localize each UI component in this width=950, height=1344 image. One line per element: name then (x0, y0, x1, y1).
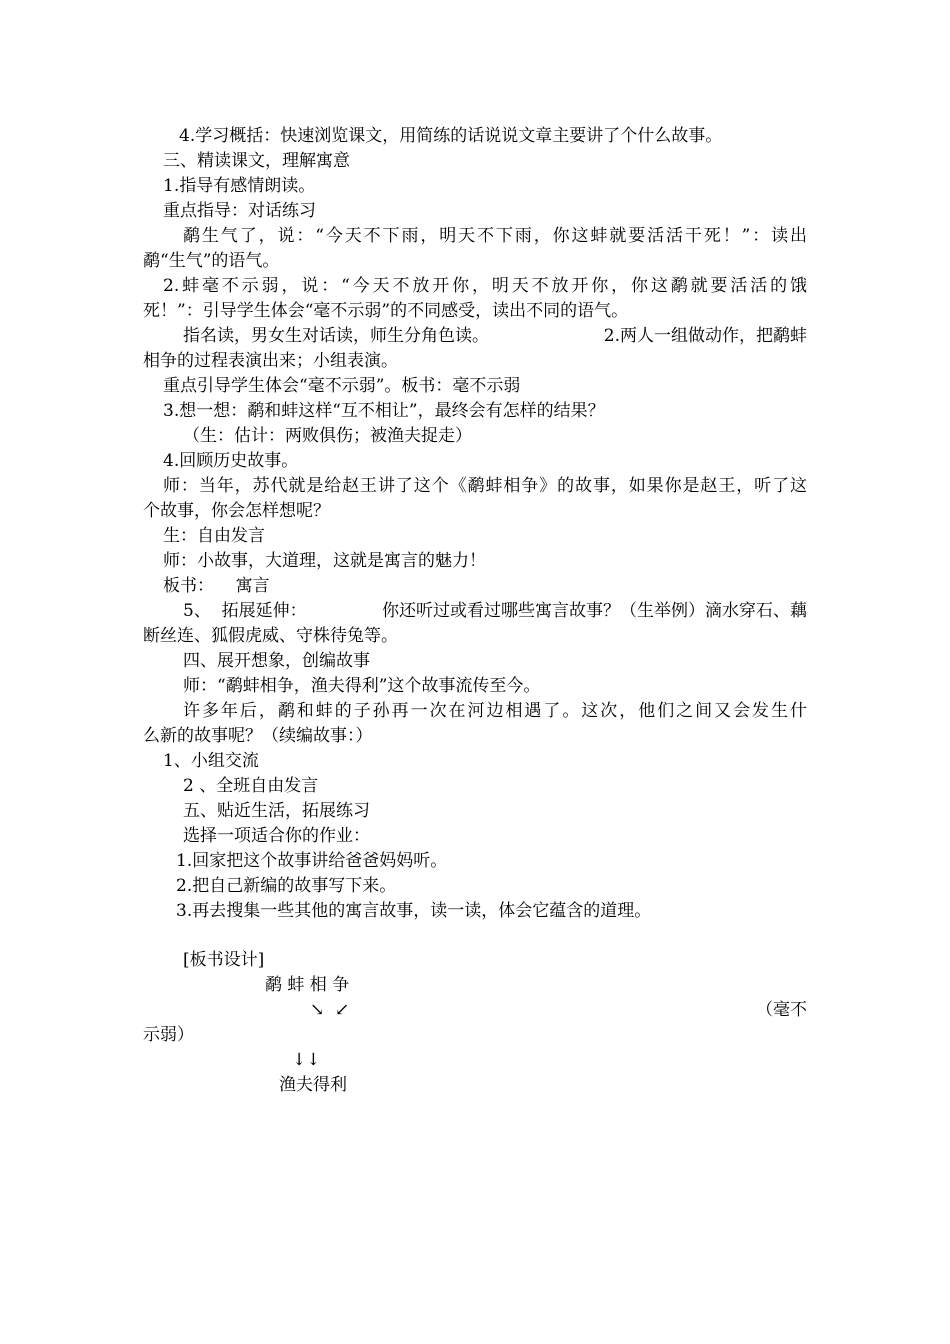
text-line: 鹬生气了，说：“今天不下雨，明天不下雨，你这蚌就要活活干死！”：读出 (183, 226, 807, 246)
section-heading: 三、精读课文，理解寓意 (163, 151, 350, 171)
board-down-arrows: ↓↓ (292, 1050, 321, 1070)
text-line: 师：小故事，大道理，这就是寓言的魅力！ (163, 551, 486, 571)
text-line: 断丝连、狐假虎威、守株待兔等。 (143, 626, 398, 646)
text-line: （生：估计：两败俱伤；被渔夫捉走） (183, 426, 472, 446)
board-title: 鹬 蚌 相 争 (265, 975, 350, 995)
text-line: 重点引导学生体会“毫不示弱”。板书：毫不示弱 (163, 376, 521, 396)
text-line: 4.学习概括：快速浏览课文，用简练的话说说文章主要讲了个什么故事。 (179, 126, 723, 146)
text-line: 5、 拓展延伸： (183, 601, 307, 621)
text-line: 鹬“生气”的语气。 (143, 251, 280, 271)
section-heading: 五、贴近生活，拓展练习 (183, 801, 370, 821)
text-line: 相争的过程表演出来；小组表演。 (143, 351, 398, 371)
text-line: 1.回家把这个故事讲给爸爸妈妈听。 (176, 851, 448, 871)
text-line: 选择一项适合你的作业： (183, 826, 370, 846)
text-line: 师：“鹬蚌相争，渔夫得利”这个故事流传至今。 (183, 676, 541, 696)
text-line: 板书： 寓言 (163, 576, 270, 596)
board-result: 渔夫得利 (279, 1075, 347, 1095)
text-line: 死！”：引导学生体会“毫不示弱”的不同感受，读出不同的语气。 (143, 301, 629, 321)
text-line: 你还听过或看过哪些寓言故事？（生举例）滴水穿石、藕 (382, 601, 807, 621)
text-line: 2 、全班自由发言 (183, 776, 319, 796)
text-line: 指名读，男女生对话读，师生分角色读。 (183, 326, 489, 346)
text-line: 3.想一想：鹬和蚌这样“互不相让”，最终会有怎样的结果？ (163, 401, 605, 421)
text-line: 4.回顾历史故事。 (163, 451, 299, 471)
board-heading: [板书设计] (183, 950, 265, 970)
text-line: 重点指导：对话练习 (163, 201, 316, 221)
text-line: 个故事，你会怎样想呢？ (143, 501, 330, 521)
text-line: 2.两人一组做动作，把鹬蚌 (603, 326, 807, 346)
text-line: 2.把自己新编的故事写下来。 (176, 876, 397, 896)
text-line: 生：自由发言 (163, 526, 265, 546)
text-line: 1、小组交流 (163, 751, 259, 771)
section-heading: 四、展开想象，创编故事 (183, 651, 370, 671)
text-line: 师：当年，苏代就是给赵王讲了这个《鹬蚌相争》的故事，如果你是赵王，听了这 (163, 476, 807, 496)
text-line: 2.蚌毫不示弱，说：“今天不放开你，明天不放开你，你这鹬就要活活的饿 (163, 276, 807, 296)
text-line: 1.指导有感情朗读。 (163, 176, 316, 196)
text-line: 许多年后，鹬和蚌的子孙再一次在河边相遇了。这次，他们之间又会发生什 (183, 701, 807, 721)
board-side-note: 示弱） (143, 1025, 194, 1045)
text-line: 么新的故事呢？（续编故事：） (143, 726, 373, 746)
board-arrows: ↘ ↙ (310, 1000, 350, 1020)
text-line: 3.再去搜集一些其他的寓言故事，读一读，体会它蕴含的道理。 (176, 901, 652, 921)
board-side-note: （毫不 (756, 1000, 807, 1020)
